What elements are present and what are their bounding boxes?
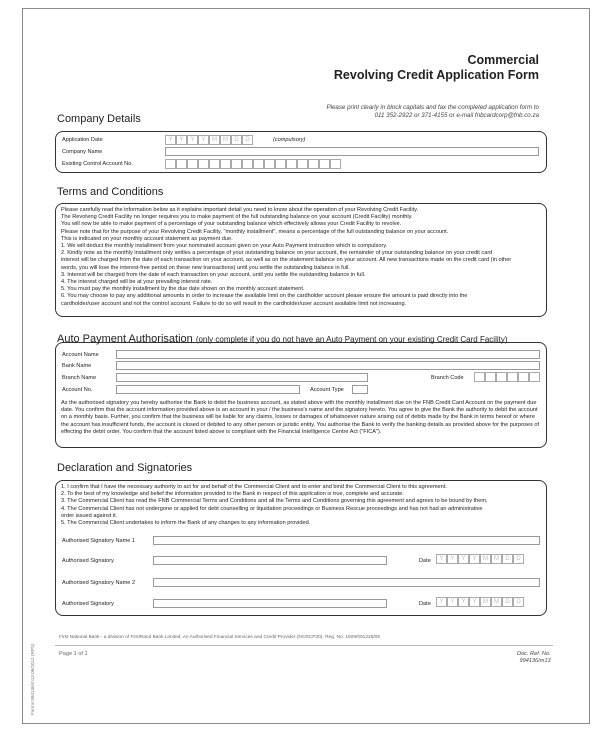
signatory-2-label: Authorised Signatory: [62, 601, 114, 607]
side-form-code: Forms 994136/m13 06/2012 (RPS): [30, 643, 35, 715]
account-no-field[interactable]: [116, 385, 300, 394]
terms-box: [55, 203, 547, 317]
auto-payment-text: As the authorised signatory you hereby authorise the Bank to debit the business account, as stated above with the monthly installment due on the FNB Credit Card Account on the payment due date. You confirm that the account information provided above is an account in your / the business's name and the signatory hereto. You agree to give the Bank the authority to debit the account on a monthly basis. Further, you confirm that the business will be liable for any claims, losses or damages of whatsoever nature arising out of debits made by the Bank in terms hereof or where the account has insufficient funds, the account is closed or debited to any other person or juristic entity. You authorise the Bank to verify the banking details as provided above for the purposes of effecting the debit order. You confirm that the account listed above is compliant with the Financial Intelligence Centre Act ("FICA").: [61, 400, 540, 435]
signatory-2-date-label: Date: [419, 601, 431, 607]
date-cell: D: [242, 135, 253, 145]
date-cell: M: [480, 554, 491, 564]
doc-ref-label: Doc. Ref. No.: [517, 651, 551, 657]
account-no-label: Account No.: [62, 387, 93, 393]
account-name-field[interactable]: [116, 350, 540, 359]
auto-payment-box: [55, 342, 547, 448]
signatory-name-2-field[interactable]: [153, 578, 540, 587]
doc-ref-value: 994136/m13: [519, 658, 551, 664]
signatory-name-1-label: Authorised Signatory Name 1: [62, 538, 136, 544]
account-type-label: Account Type: [310, 387, 344, 393]
date-cell: Y: [165, 135, 176, 145]
fax-instructions: [326, 104, 539, 120]
terms-line: 4. The interest charged will be at your prevailing interest rate.: [61, 279, 213, 286]
page-number: Page 1 of 1: [59, 651, 88, 657]
form-title: [334, 53, 539, 83]
terms-text: [61, 207, 541, 308]
declaration-text: [61, 484, 541, 527]
bank-name-field[interactable]: [116, 361, 540, 370]
terms-line: 5. You must pay the monthly installment by the due date shown on the monthly account statement.: [61, 286, 305, 293]
date-cell: M: [491, 554, 502, 564]
bank-name-label: Bank Name: [62, 363, 92, 369]
terms-title: Terms and Conditions: [57, 186, 164, 198]
declaration-line: 3. The Commercial Client has read the FNB Commercial Terms and Conditions and all the Terms and Conditions governing this agreement and agrees to be bound by them.: [61, 498, 488, 505]
application-date-label: Application Date: [62, 137, 103, 143]
signatory-2-field[interactable]: [153, 599, 387, 608]
existing-account-cells[interactable]: [165, 159, 341, 169]
date-cell: D: [513, 554, 524, 564]
account-type-field[interactable]: [352, 385, 368, 394]
declaration-box: [55, 480, 547, 616]
terms-line: 1. We will deduct the monthly installment from your nominated account given on your Auto Payment instruction which is compulsory.: [61, 243, 388, 250]
branch-name-label: Branch Name: [62, 375, 97, 381]
account-name-label: Account Name: [62, 352, 99, 358]
date-cell: Y: [447, 597, 458, 607]
signatory-2-date-cells[interactable]: [436, 597, 524, 607]
date-cell: D: [513, 597, 524, 607]
date-cell: M: [209, 135, 220, 145]
date-cell: Y: [447, 554, 458, 564]
terms-line: 6. You may choose to pay any additional amounts in order to increase the available limit on the cardholder account please ensure the amount is paid directly into the: [61, 293, 468, 300]
date-cell: D: [502, 554, 513, 564]
terms-line: You will now be able to make payment of a percentage of your outstanding balance which effectively allows your Credit Facility to revolve.: [61, 221, 402, 228]
date-cell: M: [480, 597, 491, 607]
terms-line: Please carefully read the information below as it explains important detail you need to know about the operation of your Revolving Credit Facility.: [61, 207, 419, 213]
date-cell: Y: [458, 597, 469, 607]
footer-divider: [55, 645, 553, 646]
date-cell: Y: [469, 597, 480, 607]
terms-line: The Revolving Credit Facility no longer requires you to make payment of the full outstanding balance on your account (Credit Facility) monthly.: [61, 214, 413, 221]
title-line-2: Revolving Credit Application Form: [333, 68, 539, 82]
date-cell: D: [231, 135, 242, 145]
terms-line: words, you will lose the interest-free period on these new transactions) until you settle the outstanding balance in full.: [61, 264, 350, 271]
date-cell: Y: [176, 135, 187, 145]
doc-ref: [517, 651, 551, 665]
terms-line: cardholder/user account and not the control account. Failure to do so will result in the cardholder/user account available limit not increasing.: [61, 300, 407, 307]
terms-line: This is indicated on your monthly account statement as payment due.: [61, 235, 233, 242]
date-cell: M: [491, 597, 502, 607]
declaration-line: 4. The Commercial Client has not undergone or applied for debt counselling or liquidation proceedings or Business Rescue proceedings and has not had an administrative: [61, 505, 483, 512]
terms-line: 2. Kindly note as the monthly installment only settles a percentage of your outstanding balance on your account, the remainder of your outstanding balance on your credit card: [61, 250, 493, 257]
auto-payment-title-text: Auto Payment Authorisation: [57, 333, 193, 345]
declaration-title: Declaration and Signatories: [57, 462, 193, 474]
date-cell: M: [220, 135, 231, 145]
instruction-text: Please print clearly in block capitals and fax the completed application form to: [326, 104, 539, 111]
terms-line: interest will be charged from the date of each transaction on your account, as well as on the statement balance on your account. All new transactions made on the credit card (in other: [61, 257, 512, 264]
company-name-label: Company Name: [62, 149, 103, 155]
date-cell: Y: [458, 554, 469, 564]
date-cell: Y: [469, 554, 480, 564]
declaration-line: order issued against it.: [61, 512, 118, 519]
signatory-1-date-label: Date: [419, 558, 431, 564]
company-details-box: [55, 131, 547, 173]
form-page: [22, 8, 590, 724]
declaration-line: 1. I confirm that I have the necessary authority to act for and behalf of the Commercial Client and to enter and bind the Commercial Client to this agreement.: [61, 484, 447, 490]
signatory-name-1-field[interactable]: [153, 536, 540, 545]
terms-line: 3. Interest will be charged from the date of each transaction on your account, until you settle the outstanding balance in full.: [61, 271, 366, 278]
signatory-1-field[interactable]: [153, 556, 387, 565]
date-cell: Y: [436, 554, 447, 564]
signatory-name-2-label: Authorised Signatory Name 2: [62, 580, 136, 586]
existing-account-label: Existing Control Account No.: [62, 161, 133, 167]
signatory-1-date-cells[interactable]: [436, 554, 524, 564]
company-name-field[interactable]: [165, 147, 539, 156]
branch-code-cells[interactable]: [474, 372, 540, 382]
title-line-1: Commercial: [467, 53, 539, 67]
date-cell: Y: [187, 135, 198, 145]
date-cell: D: [502, 597, 513, 607]
terms-line: Please note that for the purpose of your Revolving Credit Facility, "monthly installment", means a percentage of the full outstanding balance on your account.: [61, 228, 449, 235]
date-cell: Y: [436, 597, 447, 607]
application-date-cells[interactable]: [165, 135, 253, 145]
date-cell: Y: [198, 135, 209, 145]
branch-name-field[interactable]: [116, 373, 368, 382]
company-details-title: Company Details: [57, 113, 141, 125]
declaration-line: 2. To the best of my knowledge and belief the information provided to the Bank in respect of this application is true, complete and accurate.: [61, 491, 404, 498]
fax-email-text: 011 352-2922 or 371-4155 or e-mail fnbcardcorp@fnb.co.za: [374, 112, 539, 119]
signatory-1-label: Authorised Signatory: [62, 558, 114, 564]
branch-code-label: Branch Code: [431, 375, 464, 381]
declaration-line: 5. The Commercial Client undertakes to inform the Bank of any changes to any information provided.: [61, 520, 311, 527]
compulsory-note: (compulsory): [273, 137, 306, 143]
legal-footer: First National Bank - a division of FirstRand Bank Limited. An Authorised Financial Services and Credit Provider (NCRCP20). Reg. No. 1929/001225/06: [59, 635, 381, 640]
auto-payment-note: (only complete if you do not have an Auto Payment on your existing Credit Card Facility): [195, 335, 508, 344]
